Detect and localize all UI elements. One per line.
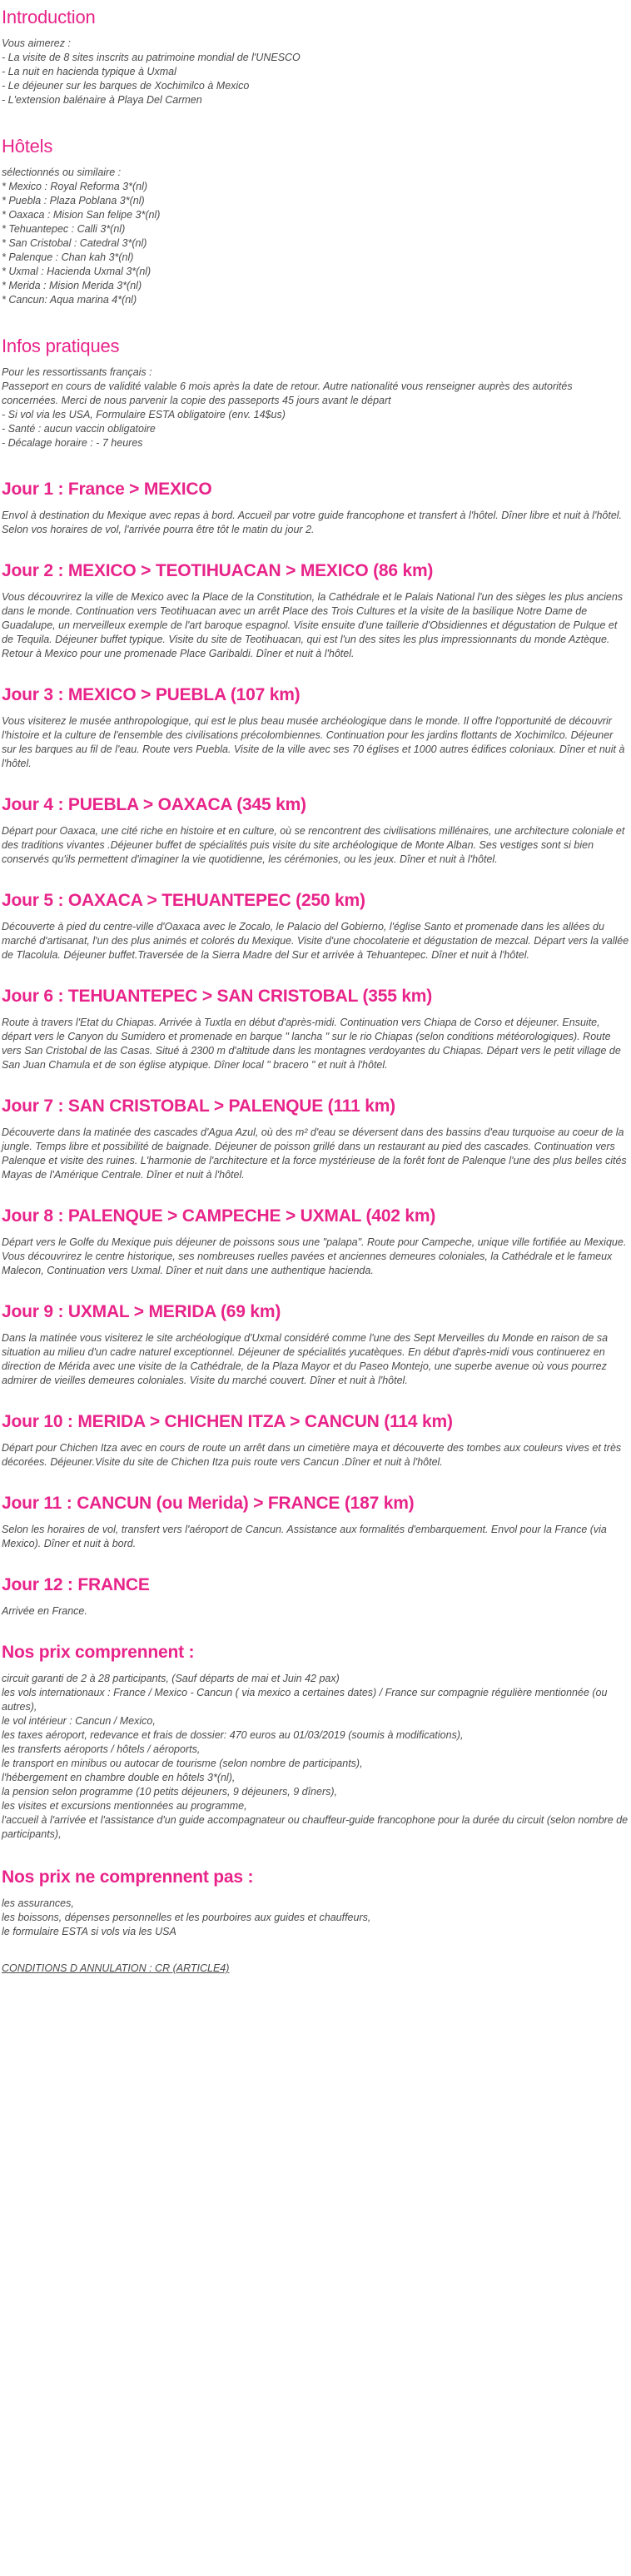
day-6 — [2, 986, 629, 1072]
day-text: Arrivée en France. — [2, 1605, 87, 1617]
day-3 — [2, 684, 629, 771]
day-2 — [2, 560, 629, 661]
day-text: Découverte à pied du centre-ville d'Oaxaca avec le Zocalo, le Palacio del Gobierno, l'église Santo et promenade dans les allées du marché d'artisanat, l'un des plus animés et colorés du Mexique. Visite d'une chocolaterie et dégustation de mezcal. Départ vers la vallée de Tlacolula. Déjeuner buffet.Traversée de la Sierra Madre del Sur et arrivée à Tehuantepec. Dîner et nuit à l'hôtel. — [2, 921, 629, 961]
intro-line: - La nuit en hacienda typique à Uxmal — [2, 66, 176, 77]
day-heading: Jour 4 : PUEBLA > OAXACA (345 km) — [2, 795, 306, 814]
day-10 — [2, 1411, 629, 1470]
hotels-line: * Puebla : Plaza Poblana 3*(nl) — [2, 195, 145, 206]
day-text: Route à travers l'Etat du Chiapas. Arrivée à Tuxtla en début d'après-midi. Continuation vers Chiapa de Corso et déjeuner. Ensuite, départ vers le Canyon du Sumidero et promenade en barque " lancha " sur le rio Chiapas (selon conditions météorologiques). Route vers San Cristobal de las Casas. Situé à 2300 m d'altitude dans les montagnes verdoyantes du Chiapas. Départ vers le petit village de San Juan Chamula et de son église atypique. Dîner local " bracero " et nuit à l'hôtel. — [2, 1017, 621, 1071]
included-section — [2, 1642, 629, 1842]
infos-line: - Santé : aucun vaccin obligatoire — [2, 423, 156, 435]
included-line: l'hébergement en chambre double en hôtels 3*(nl), — [2, 1772, 236, 1783]
intro-line: Vous aimerez : — [2, 37, 71, 49]
day-text: Départ vers le Golfe du Mexique puis déjeuner de poissons sous une "palapa". Route pour Campeche, unique ville fortifiée au Mexique. Vous découvrirez le centre historique, ses nombreuses ruelles pavées et anciennes demeures coloniales, la Cathédrale et le fameux Malecon, Continuation vers Uxmal. Dîner et nuit dans une authentique hacienda. — [2, 1236, 627, 1276]
included-line: l'accueil à l'arrivée et l'assistance d'un guide accompagnateur ou chauffeur-guide francophone pour la durée du circuit (selon nombre de participants), — [2, 1814, 629, 1840]
day-heading: Jour 10 : MERIDA > CHICHEN ITZA > CANCUN (114 km) — [2, 1412, 453, 1431]
day-text: Dans la matinée vous visiterez le site archéologique d'Uxmal considéré comme l'une des Sept Merveilles du Monde en raison de sa situation au milieu d'un cadre naturel exceptionnel. Déjeuner de spécialités yucatèques. En début d'après-midi vous continuerez en direction de Mérida avec une visite de la Cathédrale, de la Plaza Mayor et du Paseo Montejo, une superbe avenue où vous pourrez admirer de vieilles demeures coloniales. Visite du marché couvert. Dîner et nuit à l'hôtel. — [2, 1332, 609, 1386]
excluded-section — [2, 1867, 629, 1939]
day-heading: Jour 2 : MEXICO > TEOTIHUACAN > MEXICO (86 km) — [2, 561, 434, 580]
included-line: les transferts aéroports / hôtels / aéroports, — [2, 1743, 201, 1755]
day-5 — [2, 890, 629, 962]
hotels-heading: Hôtels — [2, 136, 53, 157]
included-line: les taxes aéroport, redevance et frais de dossier: 470 euros au 01/03/2019 (soumis à modifications), — [2, 1729, 464, 1741]
infos-line: Passeport en cours de validité valable 6 mois après la date de retour. Autre nationalité vous renseigner auprès des autorités concernées. Merci de nous parvenir la copie des passeports 45 jours avant le départ — [2, 380, 573, 406]
intro-section — [2, 7, 629, 107]
intro-line: - L'extension balénaire à Playa Del Carmen — [2, 94, 202, 106]
infos-text — [2, 366, 629, 450]
day-text: Vous visiterez le musée anthropologique, qui est le plus beau musée archéologique dans le monde. Il offre l'opportunité de découvrir l'histoire et la culture de l'ensemble des civilisations précolombiennes. Continuation pour les jardins flottants de Xochimilco. Déjeuner sur les barques au fil de l'eau. Route vers Puebla. Visite de la ville avec ses 70 églises et 1000 autres édifices coloniaux. Dîner et nuit à l'hôtel. — [2, 715, 625, 769]
included-text — [2, 1672, 629, 1842]
day-heading: Jour 9 : UXMAL > MERIDA (69 km) — [2, 1302, 281, 1321]
day-heading: Jour 5 : OAXACA > TEHUANTEPEC (250 km) — [2, 891, 365, 910]
day-4 — [2, 794, 629, 867]
infos-heading: Infos pratiques — [2, 336, 120, 356]
intro-heading: Introduction — [2, 7, 96, 27]
infos-line: - Décalage horaire : - 7 heures — [2, 437, 143, 449]
day-heading: Jour 12 : FRANCE — [2, 1575, 150, 1594]
day-12 — [2, 1574, 629, 1619]
day-heading: Jour 8 : PALENQUE > CAMPECHE > UXMAL (402 km) — [2, 1206, 436, 1226]
hotels-line: * Tehuantepec : Calli 3*(nl) — [2, 223, 126, 235]
day-heading: Jour 6 : TEHUANTEPEC > SAN CRISTOBAL (355 km) — [2, 987, 433, 1006]
day-text: Découverte dans la matinée des cascades d'Agua Azul, où des m² d'eau se déversent dans des bassins d'eau turquoise au coeur de la jungle. Temps libre et possibilité de baignade. Déjeuner de poisson grillé dans un restaurant au pied des cascades. Continuation vers Palenque et visite des ruines. L'harmonie de l'architecture et la force mystérieuse de la forêt font de Palenque l'une des plus belles cités Mayas de l'Amérique Centrale. Dîner et nuit à l'hôtel. — [2, 1126, 627, 1181]
day-text: Vous découvrirez la ville de Mexico avec la Place de la Constitution, la Cathédrale et le Palais National l'un des sièges les plus anciens dans le monde. Continuation vers Teotihuacan avec un arrêt Place des Trois Cultures et la visite de la basilique Notre Dame de Guadalupe, un merveilleux exemple de l'art baroque espagnol. Visite ensuite d'une taillerie d'Obsidiennes et dégustation de Pulque et de Tequila. Déjeuner buffet typique. Visite du site de Teotihuacan, qui est l'un des sites les plus impressionnants du monde Aztèque. Retour à Mexico pour une promenade Place Garibaldi. Dîner et nuit à l'hôtel. — [2, 591, 624, 659]
day-heading: Jour 1 : France > MEXICO — [2, 480, 212, 499]
excluded-line: le formulaire ESTA si vols via les USA — [2, 1926, 176, 1937]
included-line: le transport en minibus ou autocar de tourisme (selon nombre de participants), — [2, 1758, 363, 1769]
included-heading: Nos prix comprennent : — [2, 1643, 195, 1662]
infos-line: - Si vol via les USA, Formulaire ESTA obligatoire (env. 14$us) — [2, 409, 286, 420]
infos-line: Pour les ressortissants français : — [2, 366, 152, 378]
intro-text — [2, 37, 629, 107]
day-heading: Jour 7 : SAN CRISTOBAL > PALENQUE (111 km) — [2, 1097, 395, 1116]
cancellation-text: CONDITIONS D ANNULATION : CR (ARTICLE4) — [2, 1962, 230, 1974]
included-line: les visites et excursions mentionnées au programme, — [2, 1800, 247, 1812]
included-line: le vol intérieur : Cancun / Mexico, — [2, 1715, 156, 1727]
day-9 — [2, 1301, 629, 1388]
hotels-line: sélectionnés ou similaire : — [2, 167, 122, 178]
intro-line: - Le déjeuner sur les barques de Xochimilco à Mexico — [2, 80, 250, 92]
excluded-text — [2, 1897, 629, 1939]
hotels-line: * Palenque : Chan kah 3*(nl) — [2, 251, 134, 263]
included-line: la pension selon programme (10 petits déjeuners, 9 déjeuners, 9 dîners), — [2, 1786, 338, 1798]
included-line: les vols internationaux : France / Mexico - Cancun ( via mexico a certaines dates) / France sur compagnie régulière mentionnée (ou autres), — [2, 1687, 608, 1713]
day-8 — [2, 1206, 629, 1278]
included-line: circuit garanti de 2 à 28 participants, (Sauf départs de mai et Juin 42 pax) — [2, 1673, 340, 1684]
cancellation-conditions — [2, 1961, 629, 1976]
hotels-section — [2, 136, 629, 307]
day-text: Selon les horaires de vol, transfert vers l'aéroport de Cancun. Assistance aux formalités d'embarquement. Envol pour la France (via Mexico). Dîner et nuit à bord. — [2, 1524, 607, 1549]
intro-line: - La visite de 8 sites inscrits au patrimoine mondial de l'UNESCO — [2, 52, 301, 63]
hotels-text — [2, 166, 629, 307]
excluded-heading: Nos prix ne comprennent pas : — [2, 1867, 254, 1887]
day-7 — [2, 1096, 629, 1182]
infos-section — [2, 336, 629, 450]
excluded-line: les boissons, dépenses personnelles et les pourboires aux guides et chauffeurs, — [2, 1912, 371, 1923]
hotels-line: * Cancun: Aqua marina 4*(nl) — [2, 294, 137, 306]
day-text: Départ pour Chichen Itza avec en cours de route un arrêt dans un cimetière maya et découverte des tombes aux couleurs vives et très décorées. Déjeuner.Visite du site de Chichen Itza puis route vers Cancun .Dîner et nuit à l'hôtel. — [2, 1442, 622, 1468]
day-text: Envol à destination du Mexique avec repas à bord. Accueil par votre guide francophone et transfert à l'hôtel. Dîner libre et nuit à l'hôtel. Selon vos horaires de vol, l'arrivée pourra être tôt le matin du jour 2. — [2, 510, 623, 535]
hotels-line: * Oaxaca : Mision San felipe 3*(nl) — [2, 209, 161, 221]
hotels-line: * Mexico : Royal Reforma 3*(nl) — [2, 181, 148, 192]
day-text: Départ pour Oaxaca, une cité riche en histoire et en culture, où se rencontrent des civilisations millénaires, une architecture coloniale et des traditions vivantes .Déjeuner buffet de spécialités puis visite du site archéologique de Monte Alban. Ses vestiges sont si bien conservés qu'ils permettent d'imaginer la vie quotidienne, les cérémonies, ou les jeux. Dîner et nuit à l'hôtel. — [2, 825, 625, 865]
day-heading: Jour 11 : CANCUN (ou Merida) > FRANCE (187 km) — [2, 1494, 415, 1513]
day-11 — [2, 1493, 629, 1551]
hotels-line: * Merida : Mision Merida 3*(nl) — [2, 280, 142, 291]
day-heading: Jour 3 : MEXICO > PUEBLA (107 km) — [2, 685, 301, 704]
hotels-line: * San Cristobal : Catedral 3*(nl) — [2, 237, 147, 249]
excluded-line: les assurances, — [2, 1897, 74, 1909]
hotels-line: * Uxmal : Hacienda Uxmal 3*(nl) — [2, 266, 152, 277]
day-1 — [2, 479, 629, 537]
